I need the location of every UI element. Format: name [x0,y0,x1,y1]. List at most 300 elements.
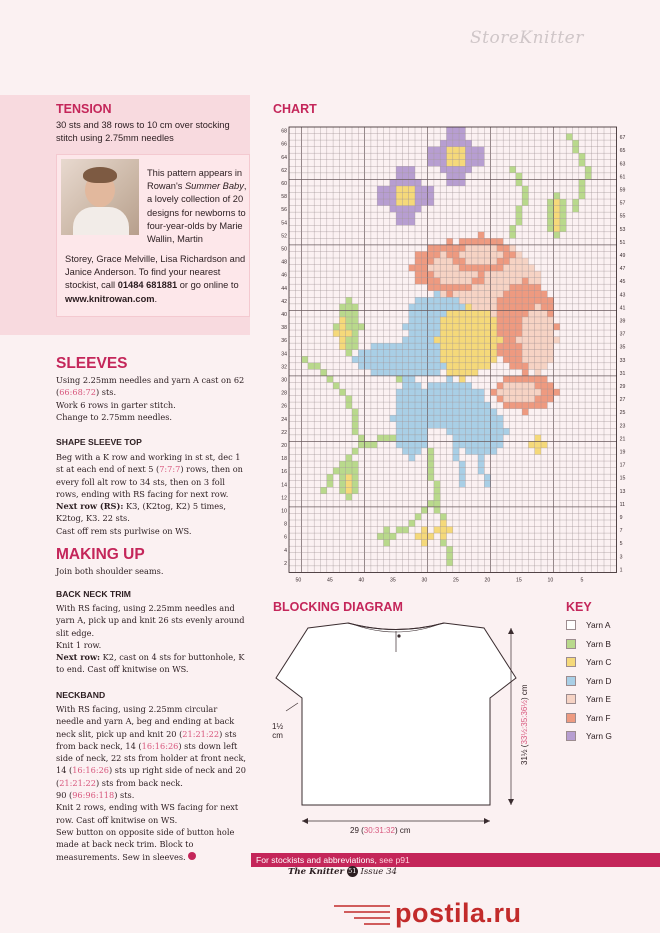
chart-cell [535,324,541,331]
chart-cell [484,291,490,298]
chart-cell [409,422,415,429]
chart-cell [459,304,465,311]
chart-cell [453,337,459,344]
chart-cell [528,271,534,278]
chart-cell [428,402,434,409]
chart-cell [516,297,522,304]
chart-cell [541,389,547,396]
chart-cell [371,350,377,357]
chart-cell [510,343,516,350]
chart-cell [396,206,402,213]
chart-cell [453,310,459,317]
chart-cell [579,160,585,167]
chart-cell [440,160,446,167]
chart-cell [409,199,415,206]
chart-cell [472,409,478,416]
chart-cell [516,251,522,258]
chart-cell [465,389,471,396]
chart-cell [415,317,421,324]
chart-cell [358,441,364,448]
chart-cell [541,310,547,317]
chart-cell [465,291,471,298]
chart-cell [409,455,415,462]
chart-cell [421,265,427,272]
chart-cell [421,540,427,547]
chart-cell [346,481,352,488]
chart-cell [447,258,453,265]
chart-cell [522,284,528,291]
chart-cell [428,153,434,160]
chart-cell [484,251,490,258]
row-label-left: 20 [281,442,287,449]
chart-cell [440,265,446,272]
chart-cell [421,310,427,317]
chart-cell [421,441,427,448]
chart-cell [484,258,490,265]
chart-cell [497,271,503,278]
chart-cell [516,317,522,324]
chart-cell [528,376,534,383]
chart-cell [459,310,465,317]
chart-cell [503,297,509,304]
chart-cell [503,343,509,350]
chart-cell [402,356,408,363]
chart-cell [459,297,465,304]
chart-cell [472,291,478,298]
row-label-right: 25 [619,410,626,417]
chart-cell [352,356,358,363]
chart-cell [402,193,408,200]
chart-cell [491,271,497,278]
chart-cell [440,251,446,258]
chart-cell [453,291,459,298]
chart-cell [472,258,478,265]
chart-cell [503,317,509,324]
chart-cell [541,291,547,298]
chart-cell [415,435,421,442]
page-number-badge: 51 [348,867,357,875]
chart-cell [402,415,408,422]
chart-cell [497,343,503,350]
chart-cell [472,356,478,363]
chart-cell [484,448,490,455]
chart-cell [516,212,522,219]
chart-cell [522,186,528,193]
chart-cell [459,422,465,429]
chart-cell [447,134,453,141]
chart-cell [440,291,446,298]
chart-cell [447,415,453,422]
chart-cell [377,186,383,193]
chart-cell [459,317,465,324]
chart-cell [478,356,484,363]
chart-cell [459,441,465,448]
chart-cell [497,330,503,337]
row-label-left: 46 [281,272,287,279]
chart-cell [371,356,377,363]
chart-cell [352,461,358,468]
postila-logo: postila.ru [395,898,522,928]
chart-cell [484,330,490,337]
row-label-right: 43 [619,292,626,299]
chart-cell [478,291,484,298]
chart-cell [522,369,528,376]
chart-cell [541,363,547,370]
chart-cell [409,179,415,186]
making-up-title: MAKING UP [56,546,145,563]
chart-cell [585,173,591,180]
chart-cell [516,376,522,383]
chart-cell [440,147,446,154]
chart-cell [547,219,553,226]
chart-cell [465,369,471,376]
chart-cell [440,330,446,337]
chart-cell [421,396,427,403]
chart-cell [447,179,453,186]
chart-cell [459,356,465,363]
chart-cell [491,409,497,416]
chart-cell [308,363,314,370]
chart-cell [390,435,396,442]
chart-cell [440,304,446,311]
chart-cell [447,297,453,304]
chart-cell [346,297,352,304]
chart-cell [447,546,453,553]
chart-cell [339,487,345,494]
chart-cell [346,304,352,311]
chart-cell [491,343,497,350]
chart-cell [585,166,591,173]
chart-cell [497,278,503,285]
chart-cell [465,297,471,304]
chart-cell [453,389,459,396]
chart-cell [434,402,440,409]
row-label-left: 34 [281,351,287,358]
chart-cell [484,356,490,363]
chart-cell [428,304,434,311]
row-label-right: 27 [619,397,626,404]
chart-cell [453,271,459,278]
chart-cell [497,350,503,357]
chart-cell [434,258,440,265]
chart-cell [535,396,541,403]
chart-cell [428,422,434,429]
chart-cell [421,271,427,278]
chart-cell [465,271,471,278]
chart-cell [522,265,528,272]
chart-cell [384,533,390,540]
chart-cell [522,356,528,363]
chart-cell [333,382,339,389]
chart-cell [541,330,547,337]
chart-cell [541,376,547,383]
chart-cell [516,389,522,396]
row-label-right: 63 [619,161,626,168]
row-label-left: 44 [281,285,287,292]
chart-cell [453,455,459,462]
chart-cell [510,350,516,357]
chart-cell [528,265,534,272]
chart-cell [459,160,465,167]
chart-cell [434,481,440,488]
chart-cell [314,363,320,370]
chart-cell [484,238,490,245]
chart-cell [472,278,478,285]
chart-cell [415,330,421,337]
chart-cell [453,382,459,389]
chart-cell [390,415,396,422]
chart-cell [346,324,352,331]
chart-cell [472,350,478,357]
chart-cell [428,245,434,252]
chart-cell [415,265,421,272]
chart-cell [535,343,541,350]
chart-cell [484,265,490,272]
sleeves-title: SLEEVES [56,355,128,372]
chart-cell [453,363,459,370]
chart-cell [547,324,553,331]
chart-cell [541,297,547,304]
chart-cell [339,461,345,468]
chart-cell [453,160,459,167]
chart-cell [579,153,585,160]
key-label: Yarn G [586,731,612,741]
chart-cell [510,258,516,265]
key-label: Yarn B [586,638,611,649]
key-swatch [566,731,576,741]
chart-cell [365,363,371,370]
chart-cell [459,435,465,442]
chart-cell [459,461,465,468]
chart-cell [579,179,585,186]
chart-cell [478,461,484,468]
chart-cell [547,350,553,357]
chart-cell [434,160,440,167]
chart-cell [573,147,579,154]
chart-cell [402,337,408,344]
chart-cell [396,369,402,376]
chart-cell [497,297,503,304]
chart-cell [396,199,402,206]
chart-cell [573,199,579,206]
chart-cell [535,363,541,370]
chart-cell [339,317,345,324]
chart-cell [510,271,516,278]
chart-cell [510,251,516,258]
chart-cell [528,324,534,331]
chart-cell [453,134,459,141]
chart-cell [465,422,471,429]
chart-cell [547,297,553,304]
tension-body: 30 sts and 38 rows to 10 cm over stocking stitch using 2.75mm needles [56,120,230,143]
key-swatch [566,713,576,723]
col-label: 40 [358,577,365,584]
row-label-right: 3 [619,554,623,561]
chart-cell [409,369,415,376]
chart-cell [478,389,484,396]
chart-cell [459,271,465,278]
chart-cell [409,206,415,213]
stockists-bar: For stockists and abbreviations, see p91 [251,853,660,867]
shoulder-measure: 1½ cm [272,722,284,740]
chart-cell [503,258,509,265]
chart-cell [478,271,484,278]
chart-cell [339,468,345,475]
chart-cell [522,382,528,389]
chart-cell [497,245,503,252]
row-label-left: 62 [281,167,287,174]
chart-cell [453,428,459,435]
chart-cell [478,402,484,409]
chart-cell [472,265,478,272]
chart-cell [566,134,572,141]
chart-cell [491,258,497,265]
chart-cell [339,310,345,317]
chart-cell [434,396,440,403]
chart-cell [478,330,484,337]
chart-cell [516,219,522,226]
chart-cell [478,428,484,435]
chart-cell [402,166,408,173]
website-link[interactable]: www.knitrowan.com [65,293,155,304]
chart-cell [516,291,522,298]
chart-cell [447,245,453,252]
row-label-left: 30 [281,377,287,384]
chart-cell [465,409,471,416]
chart-cell [459,324,465,331]
chart-cell [478,147,484,154]
chart-cell [516,278,522,285]
chart-cell [453,396,459,403]
chart-cell [535,369,541,376]
chart-cell [503,245,509,252]
chart-cell [459,153,465,160]
chart-cell [415,533,421,540]
chart-cell [478,304,484,311]
chart-cell [440,140,446,147]
chart-cell [440,278,446,285]
chart-cell [497,238,503,245]
chart-cell [421,330,427,337]
chart-cell [522,389,528,396]
chart-cell [415,179,421,186]
chart-cell [428,284,434,291]
chart-cell [421,317,427,324]
chart-cell [352,428,358,435]
chart-cell [447,369,453,376]
chart-cell [453,422,459,429]
chart-cell [346,461,352,468]
row-label-left: 24 [281,416,287,423]
chart-cell [465,166,471,173]
chart-cell [447,251,453,258]
chart-cell [465,140,471,147]
chart-cell [491,324,497,331]
chart-cell [352,324,358,331]
chart-cell [484,284,490,291]
stockists-link[interactable]: see p91 [379,855,410,865]
chart-cell [453,415,459,422]
chart-cell [528,310,534,317]
chart-cell [459,265,465,272]
chart-cell [390,369,396,376]
chart-cell [415,337,421,344]
phone-number: 01484 681881 [117,280,178,291]
chart-cell [396,396,402,403]
chart-cell [415,310,421,317]
chart-cell [510,356,516,363]
row-label-left: 26 [281,403,287,410]
chart-cell [535,271,541,278]
chart-cell [421,409,427,416]
chart-cell [428,330,434,337]
chart-cell [453,435,459,442]
chart-cell [459,284,465,291]
row-label-right: 19 [619,449,626,456]
chart-cell [352,310,358,317]
chart-cell [573,140,579,147]
chart-cell [421,533,427,540]
chart-cell [510,337,516,344]
chart-cell [333,468,339,475]
key-label: Yarn F [586,712,611,723]
chart-cell [497,337,503,344]
chart-cell [484,317,490,324]
chart-cell [465,343,471,350]
chart-cell [491,389,497,396]
chart-cell [528,330,534,337]
chart-cell [377,343,383,350]
chart-cell [421,363,427,370]
chart-cell [321,369,327,376]
chart-cell [402,324,408,331]
chart-cell [358,435,364,442]
chart-cell [516,173,522,180]
chart-cell [428,468,434,475]
key-label: Yarn D [586,675,612,686]
chart-cell [428,415,434,422]
chart-cell [491,245,497,252]
chart-cell [522,278,528,285]
chart-cell [453,356,459,363]
chart-cell [415,389,421,396]
chart-cell [377,193,383,200]
chart-cell [440,520,446,527]
chart-cell [396,435,402,442]
chart-cell [390,533,396,540]
chart-cell [396,422,402,429]
chart-cell [516,356,522,363]
chart-cell [503,284,509,291]
chart-cell [503,265,509,272]
chart-cell [503,382,509,389]
book-cover-photo [61,159,139,235]
chart-cell [447,291,453,298]
chart-cell [528,441,534,448]
chart-cell [484,481,490,488]
chart-cell [573,206,579,213]
chart-cell [478,317,484,324]
chart-cell [472,297,478,304]
chart-cell [339,389,345,396]
chart-cell [535,284,541,291]
chart-cell [459,166,465,173]
chart-cell [339,304,345,311]
chart-cell [447,317,453,324]
chart-cell [453,369,459,376]
chart-cell [434,343,440,350]
chart-cell [402,396,408,403]
